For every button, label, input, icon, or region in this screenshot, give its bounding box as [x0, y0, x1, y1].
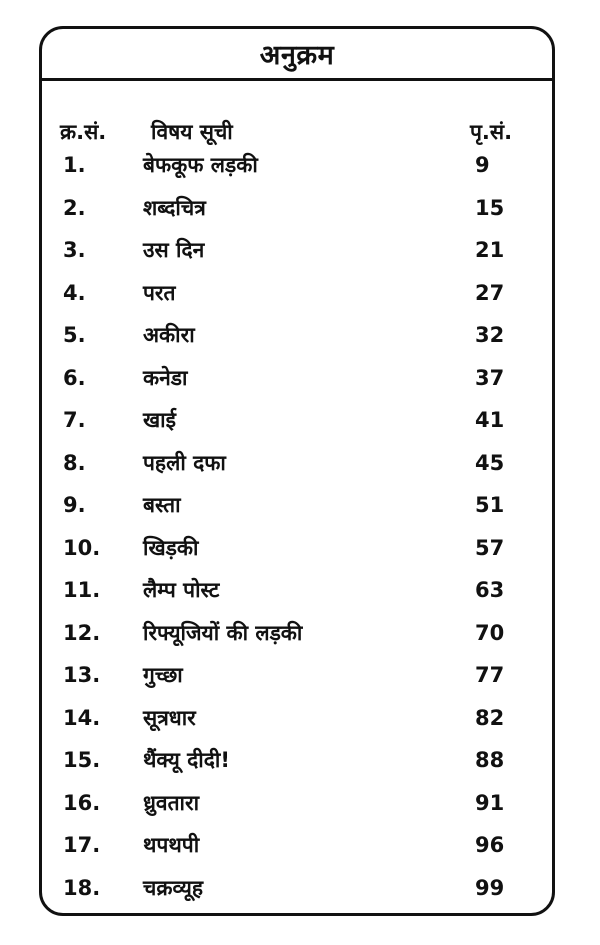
entry-number: 5.	[63, 323, 86, 347]
entry-title: शब्दचित्र	[143, 195, 206, 220]
toc-entry	[42, 275, 552, 311]
toc-entry	[42, 190, 552, 226]
entry-title: रिफ्यूजियों की लड़की	[143, 620, 303, 645]
entry-title: उस दिन	[143, 238, 205, 262]
entry-title: अकीरा	[143, 323, 195, 347]
entry-number: 4.	[63, 280, 86, 305]
entry-page-number: 77	[475, 663, 505, 687]
entry-page-number: 21	[475, 238, 505, 262]
entry-page-number: 45	[475, 450, 505, 475]
entry-number: 9.	[63, 493, 86, 517]
page-number-header: पृ.सं.	[470, 120, 513, 144]
toc-entry	[42, 700, 552, 736]
entry-number: 12.	[63, 620, 101, 645]
entry-page-number: 57	[475, 535, 505, 560]
entry-number: 2.	[63, 195, 86, 220]
entry-title: लैम्प पोस्ट	[143, 578, 220, 602]
toc-entry	[42, 742, 552, 778]
subject-list-header: विषय सूची	[151, 120, 233, 144]
entry-page-number: 82	[475, 705, 505, 730]
toc-entry	[42, 317, 552, 353]
toc-entry	[42, 615, 552, 651]
entry-title: थैंक्यू दीदी!	[143, 748, 230, 772]
toc-entry	[42, 232, 552, 268]
entry-title: खाई	[143, 408, 176, 432]
entry-number: 1.	[63, 153, 86, 177]
entry-number: 8.	[63, 450, 86, 475]
entry-number: 15.	[63, 748, 101, 772]
table-of-contents	[39, 26, 555, 916]
entry-page-number: 27	[475, 280, 505, 305]
entry-page-number: 9	[475, 153, 490, 177]
entry-number: 14.	[63, 705, 101, 730]
toc-entry	[42, 657, 552, 693]
page-title: अनुक्रम	[259, 40, 335, 71]
entry-title: सूत्रधार	[143, 705, 196, 730]
entry-page-number: 99	[475, 875, 505, 900]
entry-title: बेफकूफ लड़की	[143, 153, 258, 177]
entry-page-number: 63	[475, 578, 505, 602]
entry-title: गुच्छा	[143, 663, 183, 687]
toc-entry	[42, 147, 552, 183]
toc-entry	[42, 487, 552, 523]
serial-number-header: क्र.सं.	[60, 120, 107, 144]
entry-number: 18.	[63, 875, 101, 900]
entry-title: ध्रुवतारा	[143, 790, 200, 815]
entry-title: चक्रव्यूह	[143, 875, 203, 900]
entry-number: 3.	[63, 238, 86, 262]
entry-title: कनेडा	[143, 365, 188, 390]
entry-page-number: 15	[475, 195, 505, 220]
entry-page-number: 51	[475, 493, 505, 517]
entry-page-number: 41	[475, 408, 505, 432]
entry-title: बस्ता	[143, 493, 181, 517]
toc-entry	[42, 530, 552, 566]
entry-title: खिड़की	[143, 535, 199, 560]
entry-page-number: 91	[475, 790, 505, 815]
column-header-row	[42, 117, 552, 147]
toc-entry	[42, 785, 552, 821]
entry-page-number: 96	[475, 833, 505, 857]
title-bar	[42, 29, 552, 81]
entry-number: 6.	[63, 365, 86, 390]
entry-page-number: 88	[475, 748, 505, 772]
entry-number: 16.	[63, 790, 101, 815]
entry-number: 11.	[63, 578, 101, 602]
entry-number: 13.	[63, 663, 101, 687]
toc-entry	[42, 827, 552, 863]
toc-entry	[42, 360, 552, 396]
entry-title: थपथपी	[143, 833, 200, 857]
entry-title: पहली दफा	[143, 450, 226, 475]
entry-page-number: 32	[475, 323, 505, 347]
entry-number: 10.	[63, 535, 101, 560]
toc-entry	[42, 870, 552, 906]
entry-number: 7.	[63, 408, 86, 432]
toc-entry	[42, 572, 552, 608]
toc-entry	[42, 402, 552, 438]
entry-page-number: 70	[475, 620, 505, 645]
entry-page-number: 37	[475, 365, 505, 390]
toc-entry	[42, 445, 552, 481]
entry-title: परत	[143, 280, 176, 305]
entry-number: 17.	[63, 833, 101, 857]
